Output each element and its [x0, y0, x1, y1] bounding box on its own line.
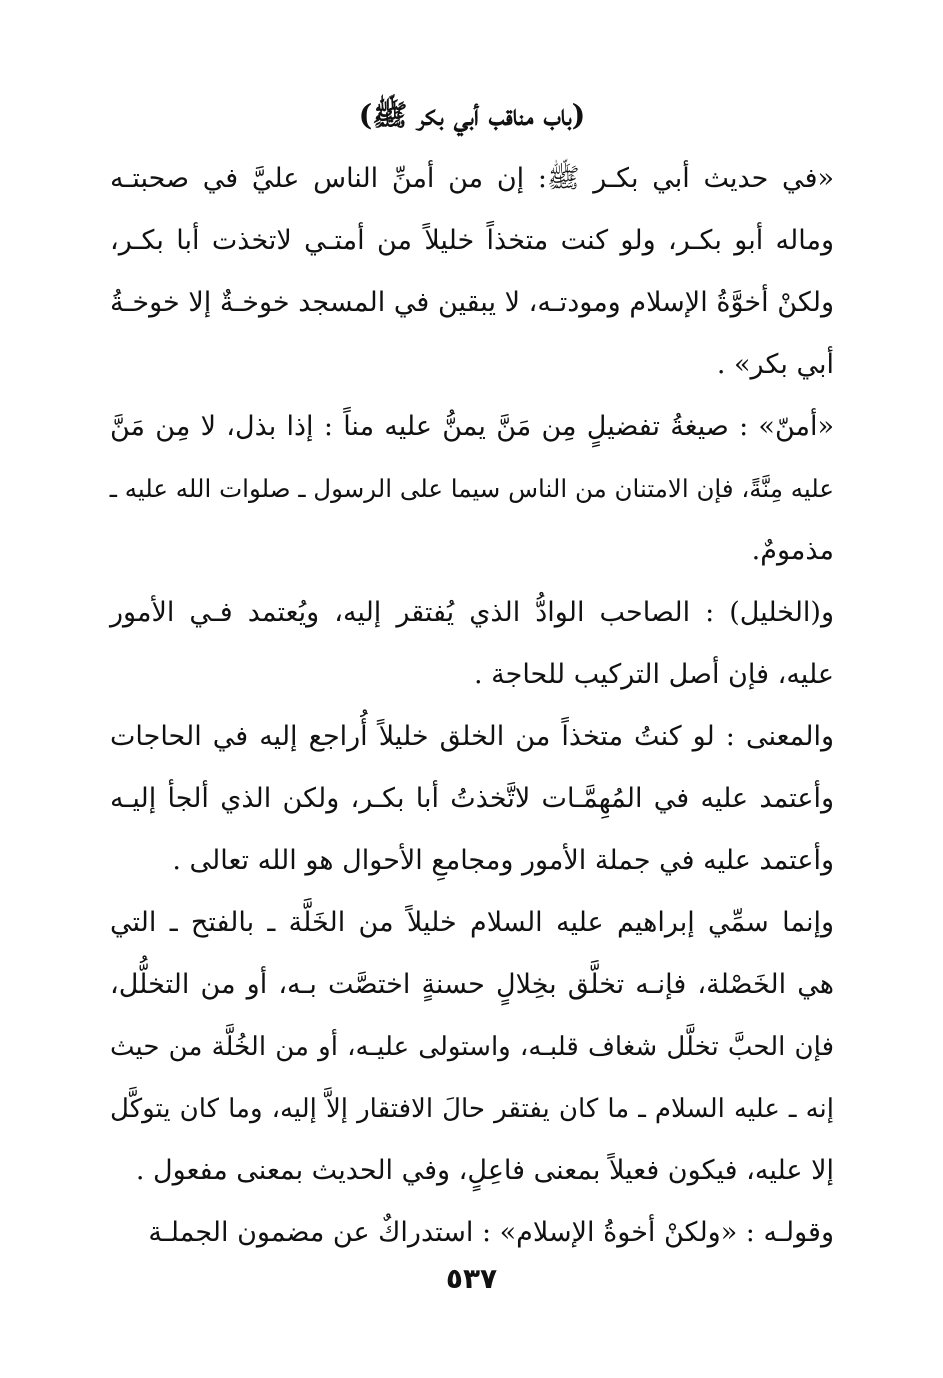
text-line: و(الخليل) : الصاحب الوادُّ الذي يُفتقر إليه، ويُعتمد فـي الأمور	[110, 597, 834, 628]
text-body	[110, 148, 834, 1264]
text-line: ولكنْ أخوَّةُ الإسلام ومودتـه، لا يبقين في المسجد خوخـةٌ إلا خوخـةُ	[110, 287, 834, 318]
chapter-title: (باب مناقب أبي بكر ﷺ)	[358, 98, 586, 132]
text-line: هي الخَصْلة، فإنـه تخلَّق بخِلالٍ حسنةٍ اختصَّت بـه، أو من التخلُّل،	[110, 969, 834, 1000]
text-line: أبي بكر» .	[716, 349, 834, 380]
text-line: إلا عليه، فيكون فعيلاً بمعنى فاعِلٍ، وفي الحديث بمعنى مفعول .	[135, 1155, 834, 1186]
text-line: فإن الحبَّ تخلَّل شغاف قلبـه، واستولى عليـه، أو من الخُلَّة من حيث	[110, 1032, 834, 1062]
page-body	[110, 88, 834, 1264]
text-line: مذمومٌ.	[751, 535, 834, 566]
text-line: إنه ـ عليه السلام ـ ما كان يفتقر حالَ الافتقار إلاَّ إليه، وما كان يتوكَّل	[110, 1094, 834, 1124]
text-line: عليه مِنَّةً، فإن الامتنان من الناس سيما على الرسول ـ صلوات الله عليه ـ	[109, 474, 834, 503]
text-line: وقولـه : «ولكنْ أخوةُ الإسلام» : استدراكٌ عن مضمون الجملـة	[148, 1217, 834, 1248]
text-line: وماله أبو بكـر، ولو كنت متخذاً خليلاً من أمتـي لاتخذت أبا بكـر،	[110, 225, 834, 256]
text-line: «في حديث أبي بكـر ﷺ: إن من أمنِّ الناس عليَّ في صحبتـه	[110, 163, 834, 194]
text-line: وأعتمد عليه في جملة الأمور ومجامعِ الأحوال هو الله تعالى .	[172, 845, 834, 876]
text-line: وأعتمد عليه في المُهِمَّـات لاتَّخذتُ أبا بكـر، ولكن الذي ألجأ إليـه	[110, 783, 834, 814]
paragraph	[110, 396, 834, 582]
text-line: «أمنّ» : صيغةُ تفضيلٍ مِن مَنَّ يمنُّ عليه مناً : إذا بذل، لا مِن مَنَّ	[110, 411, 834, 442]
paragraph	[110, 148, 834, 396]
page-number: ٥٣٧	[445, 1262, 498, 1295]
text-line: وإنما سمِّي إبراهيم عليه السلام خليلاً من الخَلَّة ـ بالفتح ـ التي	[110, 907, 834, 938]
paragraph	[110, 892, 834, 1202]
text-line: والمعنى : لو كنتُ متخذاً من الخلق خليلاً أُراجع إليه في الحاجات	[110, 721, 834, 752]
text-line: عليه، فإن أصل التركيب للحاجة .	[474, 659, 834, 690]
paragraph	[110, 1202, 834, 1264]
paragraph	[110, 706, 834, 892]
paragraph	[110, 582, 834, 706]
